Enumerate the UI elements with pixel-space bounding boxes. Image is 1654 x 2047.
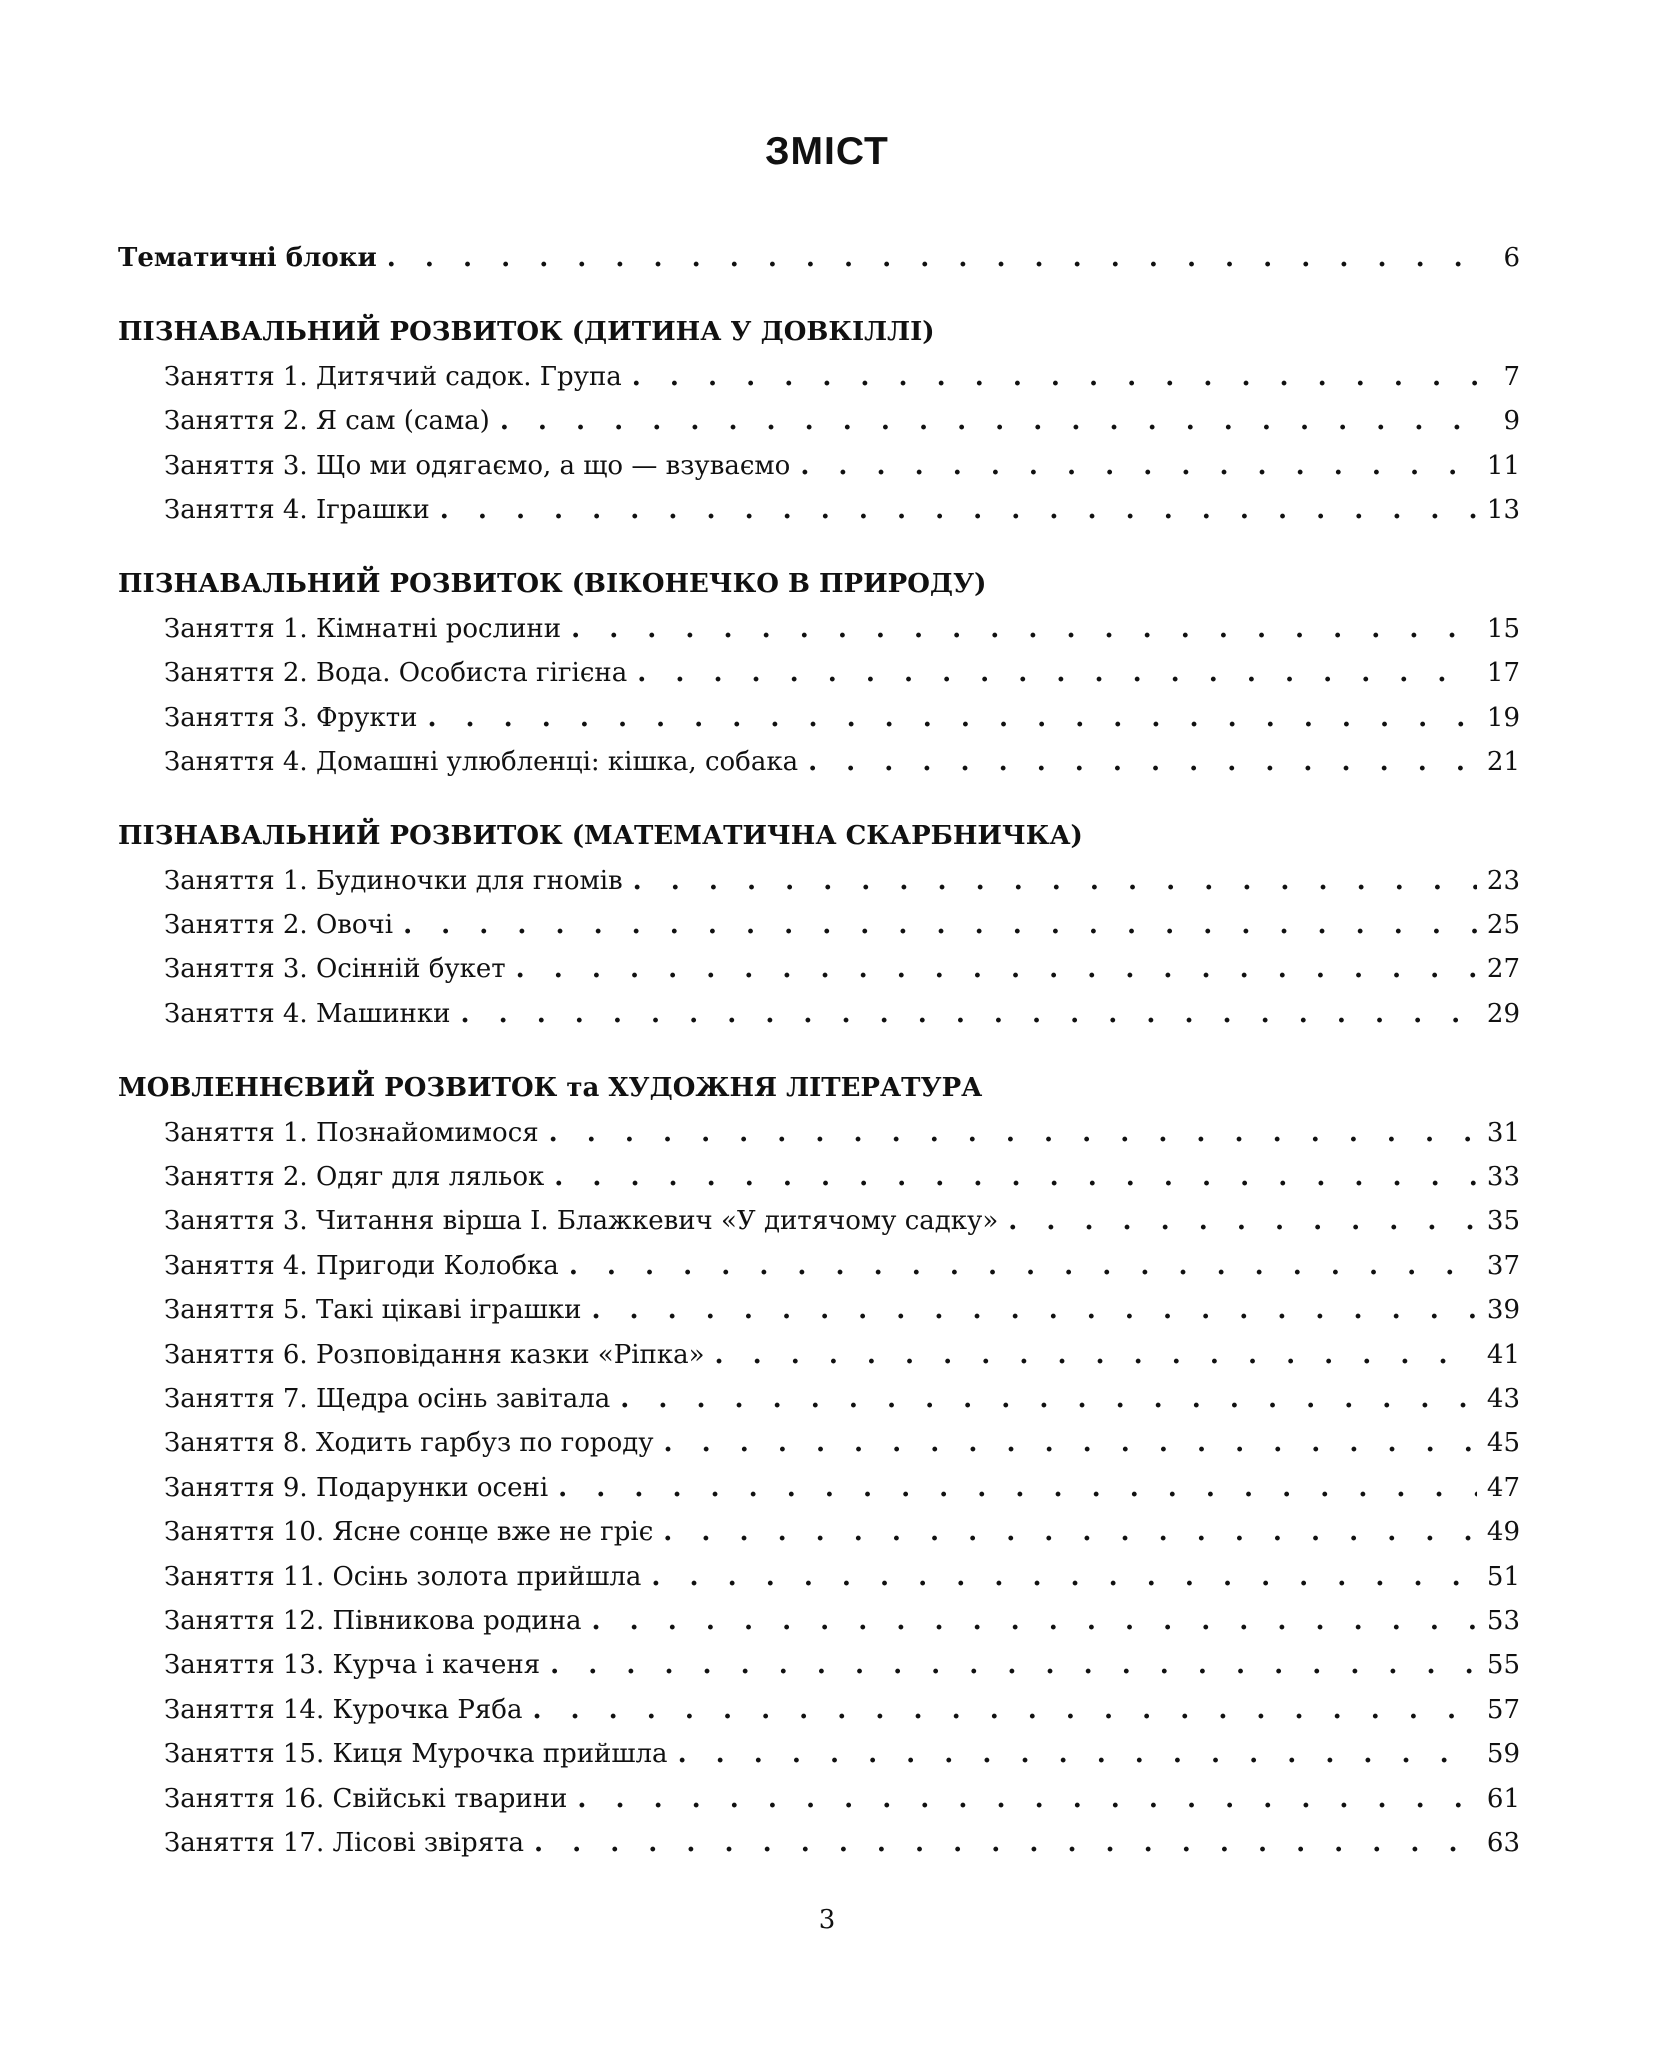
toc-entry-page: 15 bbox=[1486, 613, 1520, 644]
toc-entry-text: Заняття 3. Що ми одягаємо, а що — взуваємо bbox=[164, 450, 791, 481]
section-title: ПІЗНАВАЛЬНИЙ РОЗВИТОК (ДИТИНА У ДОВКІЛЛІ) bbox=[118, 317, 935, 348]
toc-entry[interactable] bbox=[118, 1732, 1520, 1776]
toc-entry-text: Заняття 11. Осінь золота прийшла bbox=[164, 1561, 642, 1592]
toc-entry[interactable] bbox=[118, 992, 1520, 1036]
toc-sections bbox=[118, 310, 1520, 1865]
dot-leader bbox=[715, 1333, 1477, 1377]
toc-entry-page: 11 bbox=[1486, 450, 1520, 481]
dot-leader bbox=[460, 992, 1476, 1036]
toc-entry-page: 29 bbox=[1486, 998, 1520, 1029]
toc-entry-text: Заняття 17. Лісові звірята bbox=[164, 1827, 524, 1858]
page-number: 3 bbox=[818, 1905, 836, 1935]
toc-entry-text: Заняття 3. Осінній букет bbox=[164, 954, 506, 985]
toc-entry-page: 49 bbox=[1486, 1517, 1520, 1548]
toc-entry[interactable] bbox=[118, 1821, 1520, 1865]
toc-entry-text: Заняття 16. Свійські тварини bbox=[164, 1783, 568, 1814]
toc-entry-page: 61 bbox=[1486, 1783, 1520, 1814]
toc-entry-page: 57 bbox=[1486, 1694, 1520, 1725]
dot-leader bbox=[558, 1466, 1477, 1510]
dot-leader bbox=[620, 1377, 1477, 1421]
toc-entry-page: 19 bbox=[1486, 702, 1520, 733]
toc-entry-page: 23 bbox=[1486, 865, 1520, 896]
toc-entry[interactable] bbox=[118, 1244, 1520, 1288]
dot-leader bbox=[571, 607, 1477, 651]
toc-entry[interactable] bbox=[118, 1333, 1520, 1377]
dot-leader bbox=[651, 1555, 1477, 1599]
dot-leader bbox=[569, 1244, 1477, 1288]
toc-entry-text: Заняття 5. Такі цікаві іграшки bbox=[164, 1295, 582, 1326]
toc-entry[interactable] bbox=[118, 740, 1520, 784]
toc-entry-text: Заняття 12. Півникова родина bbox=[164, 1605, 582, 1636]
toc-entry-text: Заняття 9. Подарунки осені bbox=[164, 1472, 549, 1503]
dot-leader bbox=[534, 1821, 1477, 1865]
toc-entry-text: Заняття 4. Пригоди Колобка bbox=[164, 1250, 559, 1281]
toc-entry-text: Заняття 4. Іграшки bbox=[164, 494, 430, 525]
toc-entry-page: 17 bbox=[1486, 658, 1520, 689]
toc-entry-page: 63 bbox=[1486, 1827, 1520, 1858]
toc-entry-page: 33 bbox=[1486, 1162, 1520, 1193]
toc-entry-page: 41 bbox=[1486, 1339, 1520, 1370]
dot-leader bbox=[440, 488, 1477, 532]
dot-leader bbox=[808, 740, 1477, 784]
toc-entry[interactable] bbox=[118, 444, 1520, 488]
toc-entry[interactable] bbox=[118, 1155, 1520, 1199]
toc-entry-page: 37 bbox=[1486, 1250, 1520, 1281]
toc-entry-page: 35 bbox=[1486, 1206, 1520, 1237]
toc-entry-text: Заняття 1. Будиночки для гномів bbox=[164, 865, 623, 896]
toc-entry[interactable] bbox=[118, 607, 1520, 651]
dot-leader bbox=[664, 1421, 1477, 1465]
toc-entry-page: 6 bbox=[1503, 243, 1520, 273]
toc-entry[interactable] bbox=[118, 651, 1520, 695]
toc-entry-page: 39 bbox=[1486, 1295, 1520, 1326]
toc-entry[interactable] bbox=[118, 1555, 1520, 1599]
dot-leader bbox=[577, 1777, 1477, 1821]
toc-entry-text: Заняття 15. Киця Мурочка прийшла bbox=[164, 1739, 668, 1770]
dot-leader bbox=[592, 1599, 1477, 1643]
toc-entry-text: Заняття 1. Кімнатні рослини bbox=[164, 613, 562, 644]
toc-entry-text: Заняття 4. Машинки bbox=[164, 998, 451, 1029]
toc-entry[interactable] bbox=[118, 947, 1520, 991]
toc-entry[interactable] bbox=[118, 903, 1520, 947]
toc-entry[interactable] bbox=[118, 1643, 1520, 1687]
toc-entry[interactable] bbox=[118, 399, 1520, 443]
dot-leader bbox=[387, 236, 1482, 280]
toc-entry-page: 51 bbox=[1486, 1561, 1520, 1592]
toc-entry-page: 53 bbox=[1486, 1605, 1520, 1636]
toc-entry[interactable] bbox=[118, 1199, 1520, 1243]
dot-leader bbox=[403, 903, 1477, 947]
toc-entry[interactable] bbox=[118, 859, 1520, 903]
toc-entry-text: Заняття 3. Фрукти bbox=[164, 702, 418, 733]
toc-entry[interactable] bbox=[118, 1377, 1520, 1421]
toc-entry-text: Заняття 2. Овочі bbox=[164, 910, 394, 941]
dot-leader bbox=[800, 444, 1477, 488]
dot-leader bbox=[532, 1688, 1476, 1732]
toc-entry-page: 45 bbox=[1486, 1428, 1520, 1459]
toc-entry-page: 7 bbox=[1503, 361, 1520, 392]
toc-entry-text: Тематичні блоки bbox=[118, 243, 377, 273]
toc-entry-page: 25 bbox=[1486, 910, 1520, 941]
toc-entry-text: Заняття 10. Ясне сонце вже не гріє bbox=[164, 1517, 654, 1548]
dot-leader bbox=[427, 696, 1476, 740]
toc-entry[interactable] bbox=[118, 1111, 1520, 1155]
dot-leader bbox=[500, 399, 1482, 443]
table-of-contents bbox=[118, 236, 1520, 1865]
toc-entry[interactable] bbox=[118, 1777, 1520, 1821]
toc-entry-text: Заняття 8. Ходить гарбуз по городу bbox=[164, 1428, 654, 1459]
toc-entry-page: 13 bbox=[1486, 494, 1520, 525]
toc-entry-text: Заняття 6. Розповідання казки «Ріпка» bbox=[164, 1339, 705, 1370]
toc-entry-text: Заняття 2. Одяг для ляльок bbox=[164, 1162, 545, 1193]
toc-entry[interactable] bbox=[118, 1510, 1520, 1554]
dot-leader bbox=[663, 1510, 1477, 1554]
toc-entry[interactable] bbox=[118, 1599, 1520, 1643]
toc-entry-text: Заняття 14. Курочка Ряба bbox=[164, 1694, 523, 1725]
section-title: МОВЛЕННЄВИЙ РОЗВИТОК та ХУДОЖНЯ ЛІТЕРАТУРА bbox=[118, 1073, 983, 1104]
toc-entry-thematic-blocks[interactable] bbox=[118, 236, 1520, 280]
toc-entry-text: Заняття 3. Читання вірша І. Блажкевич «У дитячому садку» bbox=[164, 1206, 999, 1237]
toc-entry-text: Заняття 1. Дитячий садок. Група bbox=[164, 361, 622, 392]
toc-entry-page: 59 bbox=[1486, 1739, 1520, 1770]
dot-leader bbox=[637, 651, 1477, 695]
dot-leader bbox=[633, 859, 1477, 903]
toc-entry-page: 31 bbox=[1486, 1117, 1520, 1148]
toc-entry[interactable] bbox=[118, 1466, 1520, 1510]
section-title: ПІЗНАВАЛЬНИЙ РОЗВИТОК (ВІКОНЕЧКО В ПРИРОДУ) bbox=[118, 569, 987, 600]
toc-entry-text: Заняття 7. Щедра осінь завітала bbox=[164, 1383, 611, 1414]
dot-leader bbox=[678, 1732, 1477, 1776]
toc-entry[interactable] bbox=[118, 1421, 1520, 1465]
toc-entry[interactable] bbox=[118, 488, 1520, 532]
section-title: ПІЗНАВАЛЬНИЙ РОЗВИТОК (МАТЕМАТИЧНА СКАРБНИЧКА) bbox=[118, 821, 1083, 852]
toc-entry[interactable] bbox=[118, 1688, 1520, 1732]
toc-entry[interactable] bbox=[118, 355, 1520, 399]
toc-entry-page: 55 bbox=[1486, 1650, 1520, 1681]
toc-entry-text: Заняття 4. Домашні улюбленці: кішка, собака bbox=[164, 746, 799, 777]
dot-leader bbox=[591, 1288, 1476, 1332]
toc-entry-text: Заняття 2. Я сам (сама) bbox=[164, 406, 490, 437]
toc-entry[interactable] bbox=[118, 1288, 1520, 1332]
dot-leader bbox=[550, 1643, 1477, 1687]
toc-entry-text: Заняття 13. Курча і каченя bbox=[164, 1650, 541, 1681]
toc-entry-page: 9 bbox=[1503, 406, 1520, 437]
dot-leader bbox=[1008, 1199, 1477, 1243]
toc-entry-page: 27 bbox=[1486, 954, 1520, 985]
dot-leader bbox=[554, 1155, 1477, 1199]
toc-entry-page: 47 bbox=[1486, 1472, 1520, 1503]
dot-leader bbox=[549, 1111, 1477, 1155]
dot-leader bbox=[516, 947, 1477, 991]
dot-leader bbox=[632, 355, 1482, 399]
toc-entry-page: 43 bbox=[1486, 1383, 1520, 1414]
toc-entry-page: 21 bbox=[1486, 746, 1520, 777]
toc-entry-text: Заняття 1. Познайомимося bbox=[164, 1117, 539, 1148]
toc-entry[interactable] bbox=[118, 696, 1520, 740]
toc-entry-text: Заняття 2. Вода. Особиста гігієна bbox=[164, 658, 628, 689]
page-title: ЗМІСТ bbox=[765, 130, 889, 174]
